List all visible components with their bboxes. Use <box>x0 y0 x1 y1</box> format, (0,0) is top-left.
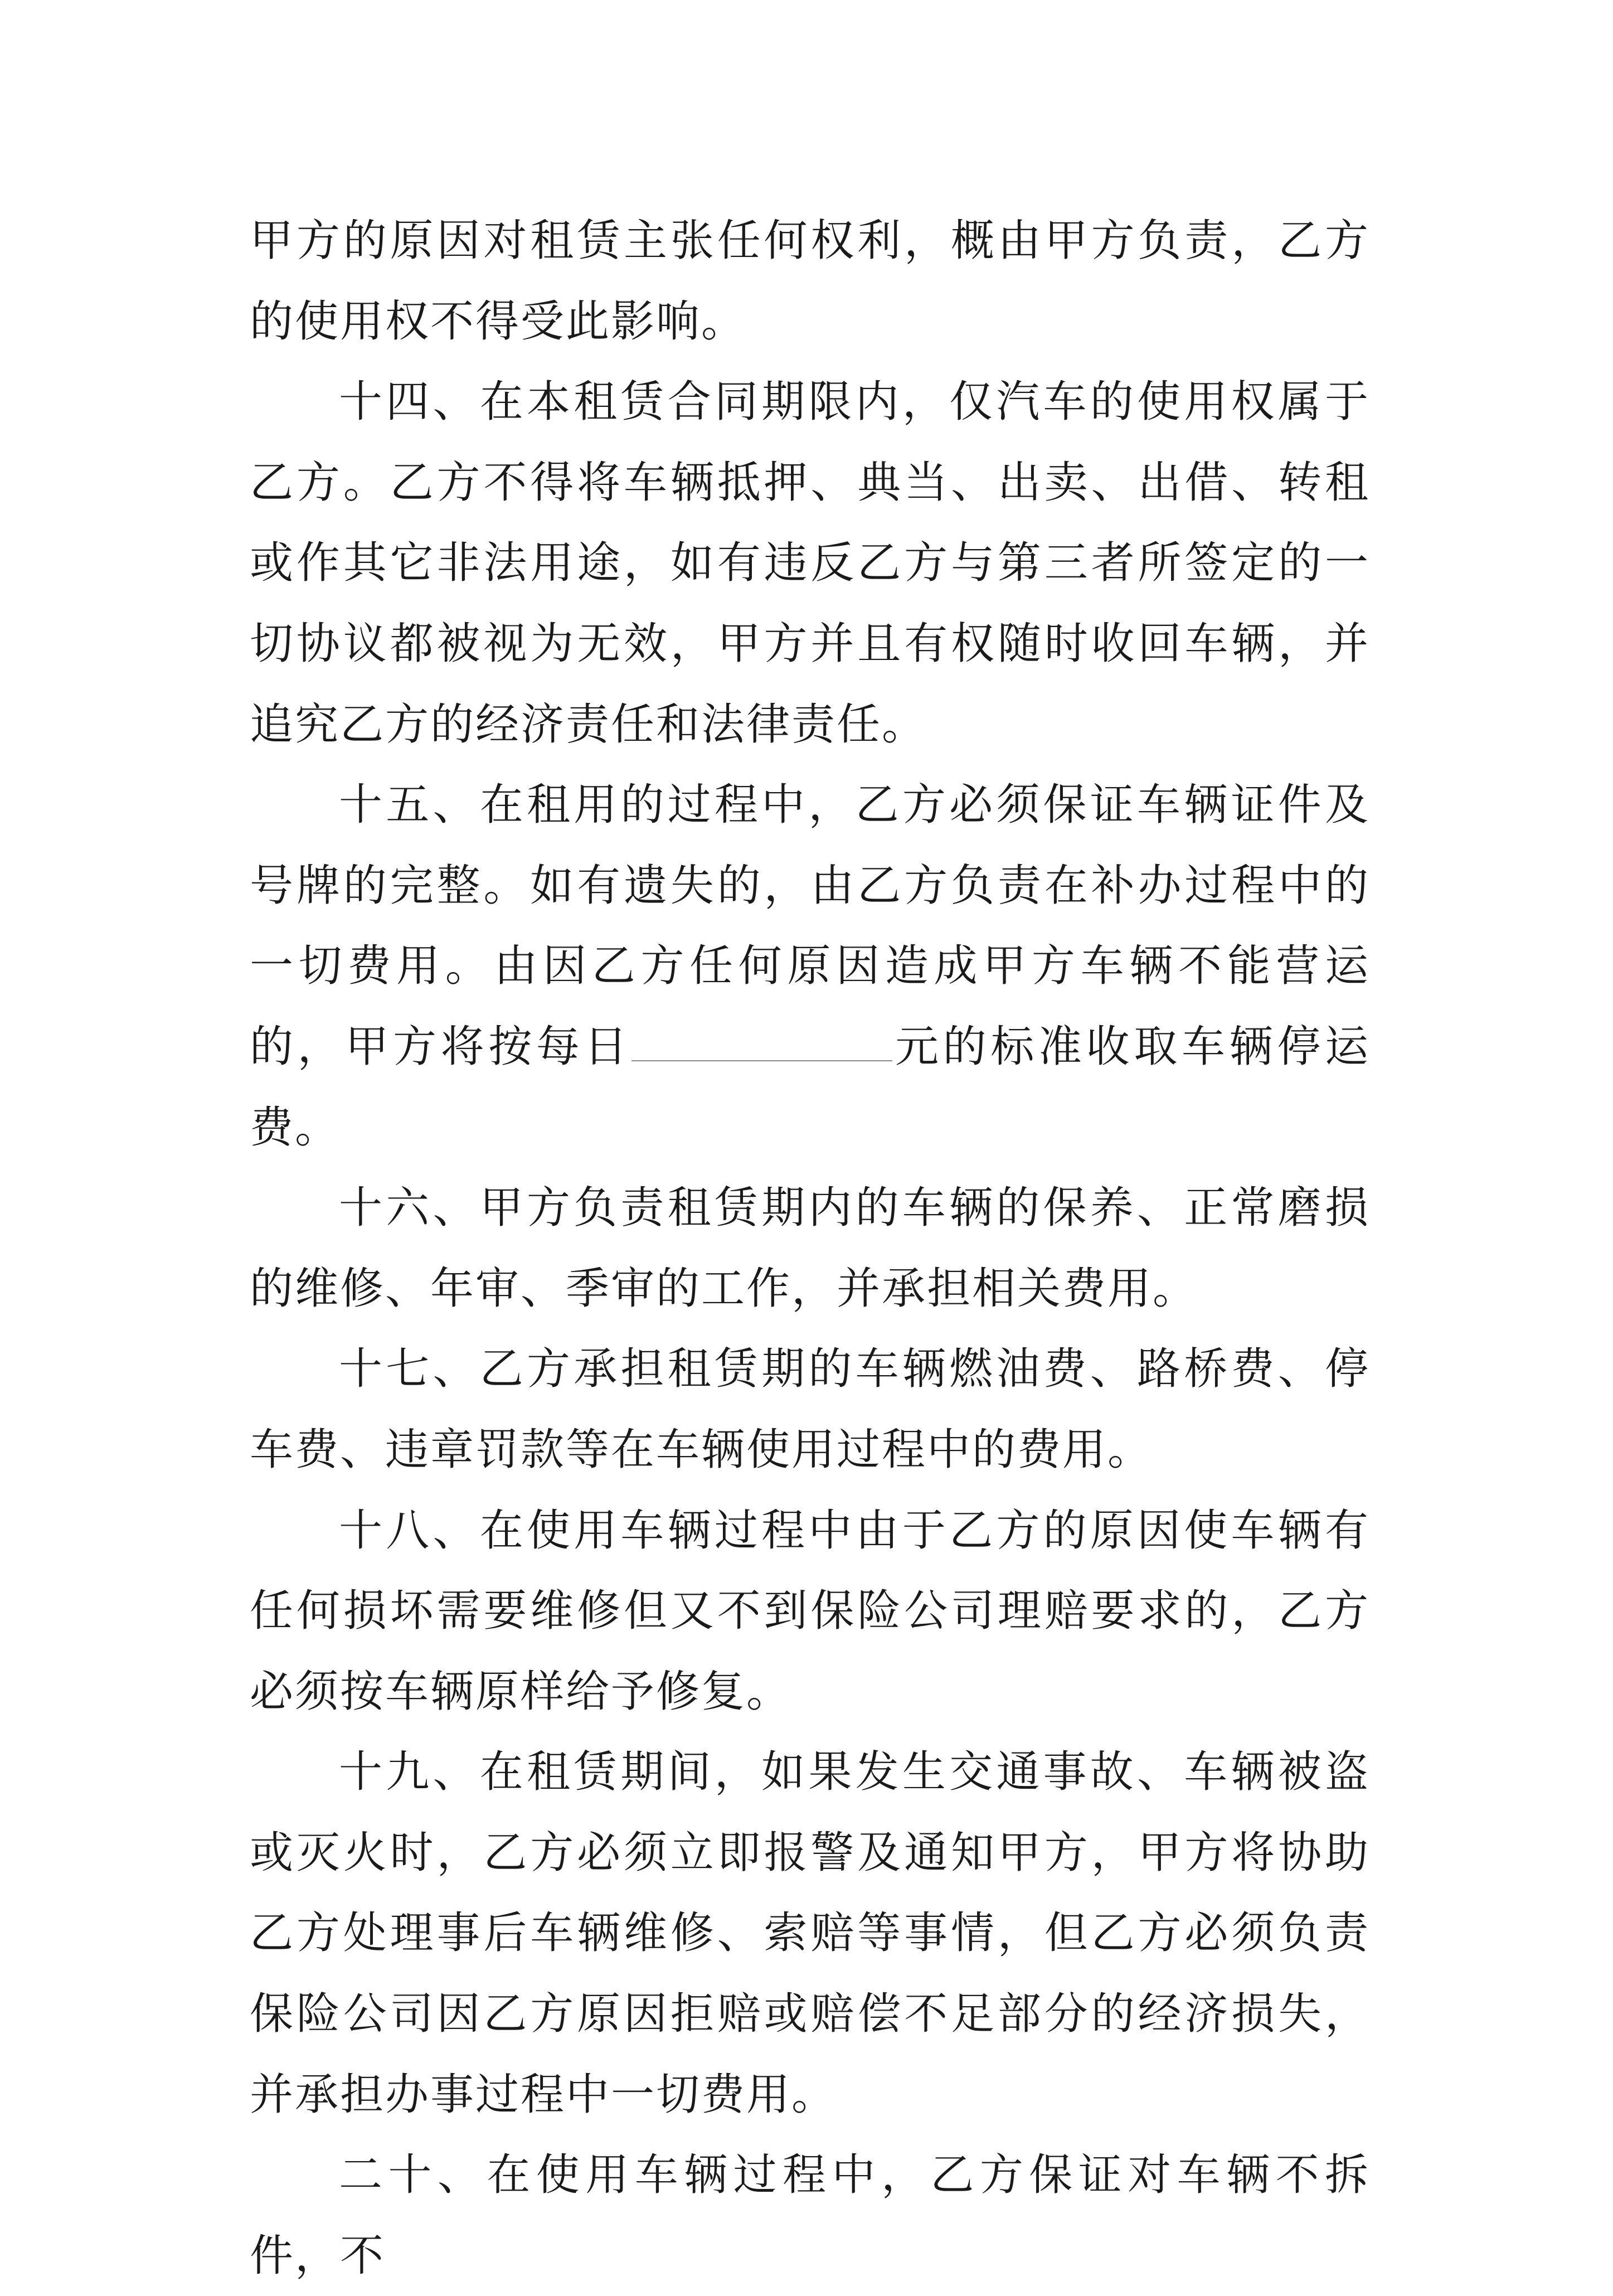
clause-15 <box>250 765 1370 1168</box>
clause-14 <box>250 362 1370 765</box>
paragraph-text: 十四、在本租赁合同期限内，仅汽车的使用权属于乙方。乙方不得将车辆抵押、典当、出卖、出借、转租或作其它非法用途，如有违反乙方与第三者所签定的一切协议都被视为无效，甲方并且有权随时收回车辆，并追究乙方的经济责任和法律责任。 <box>250 377 1370 750</box>
clause-20 <box>250 2135 1370 2296</box>
paragraph-text: 甲方的原因对租赁主张任何权利，概由甲方负责，乙方的使用权不得受此影响。 <box>250 216 1370 347</box>
paragraph-text: 十八、在使用车辆过程中由于乙方的原因使车辆有任何损坏需要维修但又不到保险公司理赔要求的，乙方必须按车辆原样给予修复。 <box>250 1505 1370 1717</box>
paragraph-text: 十九、在租赁期间，如果发生交通事故、车辆被盗或灭火时，乙方必须立即报警及通知甲方，甲方将协助乙方处理事后车辆维修、索赔等事情，但乙方必须负责保险公司因乙方原因拒赔或赔偿不足部分的经济损失，并承担办事过程中一切费用。 <box>250 1747 1370 2120</box>
clause-17 <box>250 1329 1370 1490</box>
document-body <box>250 201 1370 2296</box>
clause-16 <box>250 1168 1370 1329</box>
paragraph-text: 十六、甲方负责租赁期内的车辆的保养、正常磨损的维修、年审、季审的工作，并承担相关费用。 <box>250 1183 1370 1314</box>
paragraph-text: 十五、在租用的过程中，乙方必须保证车辆证件及号牌的完整。如有遗失的，由乙方负责在补办过程中的一切费用。由因乙方任何原因造成甲方车辆不能营运的，甲方将按每日 <box>250 780 1370 1072</box>
fill-in-blank-daily-fee <box>631 1055 892 1061</box>
paragraph-text: 十七、乙方承担租赁期的车辆燃油费、路桥费、停车费、违章罚款等在车辆使用过程中的费用。 <box>250 1344 1370 1475</box>
paragraph-continued <box>250 201 1370 362</box>
paragraph-text: 二十、在使用车辆过程中，乙方保证对车辆不拆件，不 <box>250 2150 1370 2281</box>
clause-18 <box>250 1491 1370 1732</box>
paragraph-text-after-blank: 元的标准收取车辆停运费。 <box>250 1021 1370 1153</box>
clause-19 <box>250 1732 1370 2135</box>
